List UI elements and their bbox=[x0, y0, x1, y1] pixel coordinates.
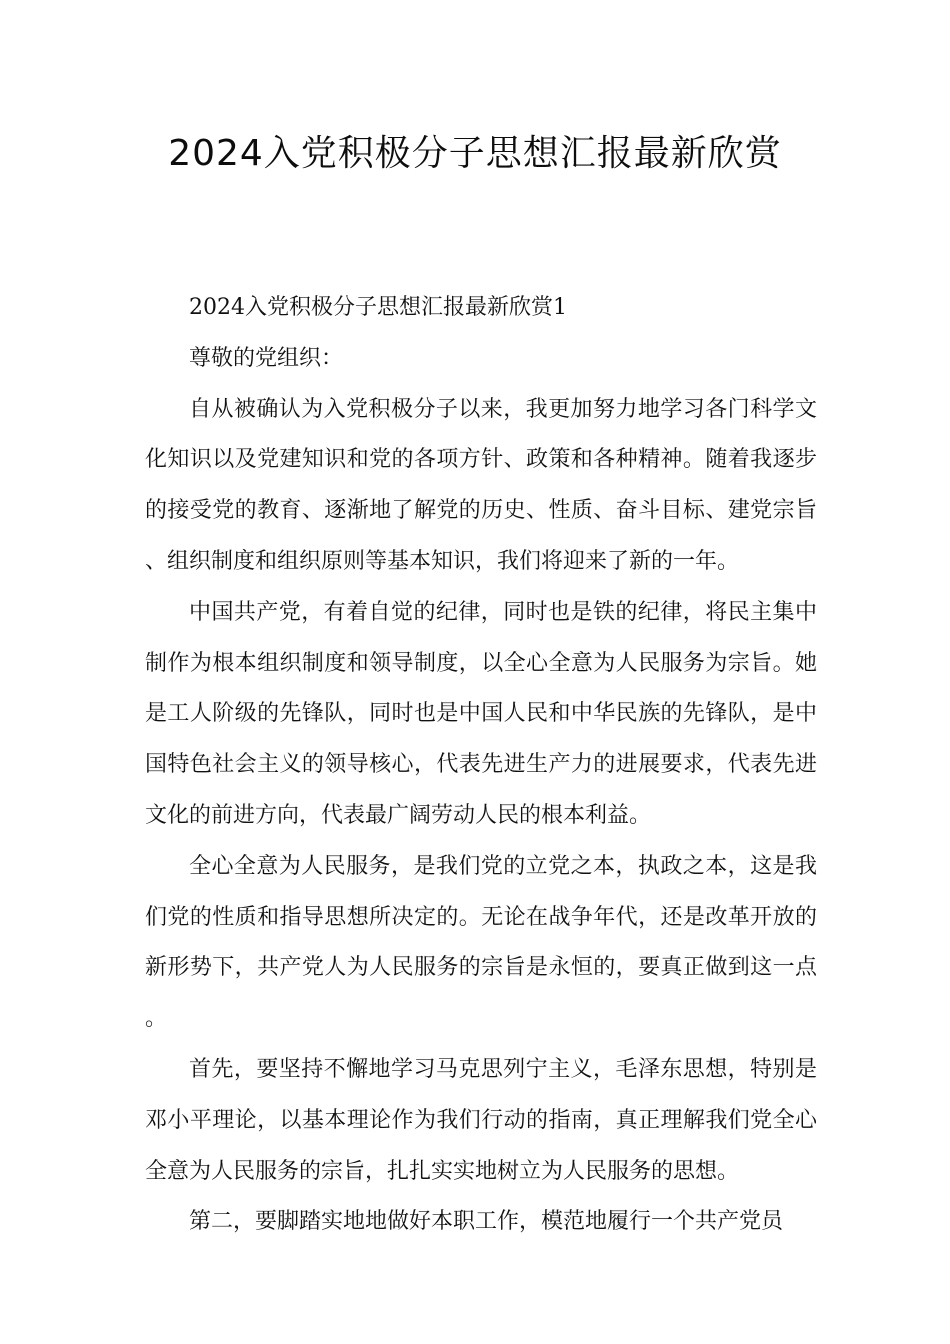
body-paragraph: 首先，要坚持不懈地学习马克思列宁主义，毛泽东思想，特别是邓小平理论，以基本理论作为我们行动的指南，真正理解我们党全心全意为人民服务的宗旨，扎扎实实地树立为人民服务的思想。 bbox=[145, 1056, 817, 1184]
body-paragraph: 第二，要脚踏实地地做好本职工作，模范地履行一个共产党员 bbox=[189, 1209, 784, 1235]
document-body bbox=[145, 283, 817, 1248]
salutation-paragraph: 尊敬的党组织： bbox=[189, 345, 344, 371]
body-paragraph: 全心全意为人民服务，是我们党的立党之本，执政之本，这是我们党的性质和指导思想所决定的。无论在战争年代，还是改革开放的新形势下，共产党人为人民服务的宗旨是永恒的，要真正做到这一点。 bbox=[145, 853, 817, 1032]
document-title: 2024入党积极分子思想汇报最新欣赏 bbox=[168, 133, 782, 174]
body-paragraph: 自从被确认为入党积极分子以来，我更加努力地学习各门科学文化知识以及党建知识和党的各项方针、政策和各种精神。随着我逐步的接受党的教育、逐渐地了解党的历史、性质、奋斗目标、建党宗旨、组织制度和组织原则等基本知识，我们将迎来了新的一年。 bbox=[145, 396, 817, 574]
subtitle-paragraph: 2024入党积极分子思想汇报最新欣赏1 bbox=[189, 295, 567, 320]
body-paragraph: 中国共产党，有着自觉的纪律，同时也是铁的纪律，将民主集中制作为根本组织制度和领导制度，以全心全意为人民服务为宗旨。她是工人阶级的先锋队，同时也是中国人民和中华民族的先锋队，是中国特色社会主义的领导核心，代表先进生产力的进展要求，代表先进文化的前进方向，代表最广阔劳动人民的根本利益。 bbox=[145, 599, 817, 828]
